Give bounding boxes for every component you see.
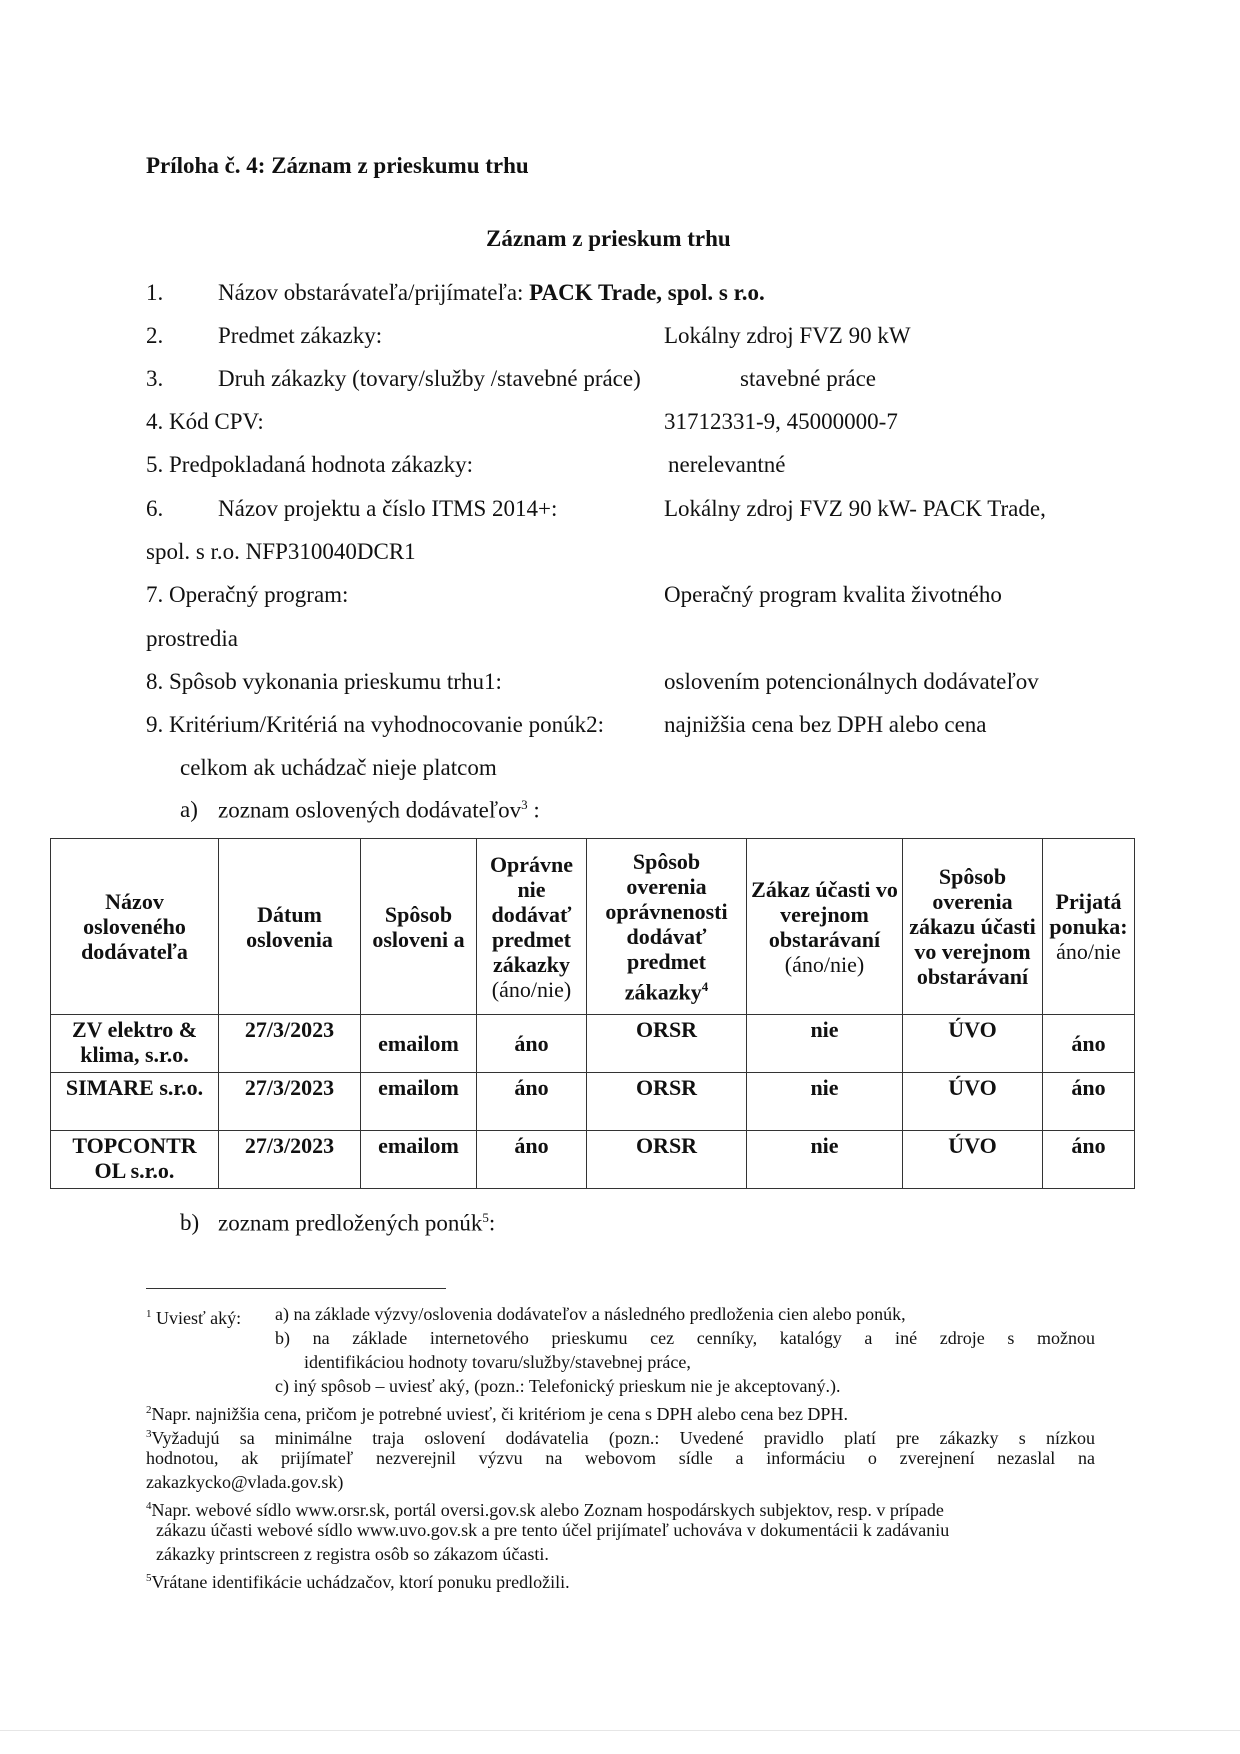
cell-method: emailom [361,1131,477,1189]
header-authorization: Oprávne nie dodávať predmet zákazky (áno/nie) [477,839,587,1015]
footnote-3-line1: $^3$Vyžadujú sa minimálne traja oslovení dodávatelia (pozn.: Uvedené pravidlo platí pre zákazky s nízkou [146,1428,1095,1448]
item-2-value: Lokálny zdroj FVZ 90 kW [664,323,911,348]
footnote-1-b-line2: identifikáciou hodnoty tovaru/služby/stavebnej práce, [304,1352,691,1372]
cell-supplier-name: SIMARE s.r.o. [51,1073,219,1131]
footnote-1-label: $^1$ Uviesť aký: [146,1308,242,1328]
table-row [51,1073,1135,1131]
item-1-label: Názov obstarávateľa/prijímateľa: PACK Trade, spol. s r.o. [218,280,765,305]
item-7-label: 7. Operačný program: [146,582,349,607]
cell-date: 27/3/2023 [219,1131,361,1189]
suppliers-table [50,838,1135,1189]
cell-ban-verification: ÚVO [903,1015,1043,1073]
list-a-text: zoznam oslovených dodávateľov$^3$ : [218,797,540,823]
cell-ban-verification: ÚVO [903,1073,1043,1131]
item-6-label: Názov projektu a číslo ITMS 2014+: [218,496,558,521]
item-7-continuation: prostredia [146,626,238,651]
footnote-divider [146,1288,446,1289]
header-supplier-name: Názov osloveného dodávateľa [51,839,219,1015]
item-6-continuation: spol. s r.o. NFP310040DCR1 [146,539,416,564]
cell-method: emailom [361,1073,477,1131]
footnote-2: $^2$Napr. najnižšia cena, pričom je potrebné uviesť, či kritériom je cena s DPH alebo cena bez DPH. [146,1404,848,1424]
cell-supplier-name: ZV elektro & klima, s.r.o. [51,1015,219,1073]
item-5-value: nerelevantné [668,452,786,477]
footnote-1-c: c) iný spôsob – uviesť aký, (pozn.: Telefonický prieskum nie je akceptovaný.). [275,1376,841,1396]
item-1-value: PACK Trade, spol. s r.o. [529,280,765,305]
cell-ban: nie [747,1015,903,1073]
cell-date: 27/3/2023 [219,1015,361,1073]
cell-authorization: áno [477,1131,587,1189]
footnote-3-line2: hodnotou, ak prijímateľ nezverejnil výzvu na webovom sídle a informáciu o zverejnení nezaslal na [146,1448,1095,1468]
cell-offer: áno [1043,1073,1135,1131]
cell-authorization: áno [477,1015,587,1073]
item-6-number: 6. [146,496,164,521]
header-contact-date: Dátum oslovenia [219,839,361,1015]
item-2-label: Predmet zákazky: [218,323,383,348]
cell-date: 27/3/2023 [219,1073,361,1131]
list-b-marker: b) [180,1210,200,1235]
list-a-marker: a) [180,797,198,822]
cell-verification: ORSR [587,1073,747,1131]
footnote-4-line2: zákazu účasti webové sídlo www.uvo.gov.sk a pre tento účel prijímateľ uchováva v dokumentácii k zadávaniu [156,1520,950,1540]
cell-authorization: áno [477,1073,587,1131]
item-3-value: stavebné práce [740,366,877,391]
cell-supplier-name: TOPCONTR OL s.r.o. [51,1131,219,1189]
item-9-label: 9. Kritérium/Kritériá na vyhodnocovanie ponúk2: [146,712,604,737]
cell-offer: áno [1043,1131,1135,1189]
item-9-value: najnižšia cena bez DPH alebo cena [664,712,987,737]
annex-title: Príloha č. 4: Záznam z prieskumu trhu [146,153,529,178]
cell-verification: ORSR [587,1015,747,1073]
cell-method: emailom [361,1015,477,1073]
cell-ban: nie [747,1131,903,1189]
item-9-continuation: celkom ak uchádzač nieje platcom [180,755,497,780]
header-authorization-verification: Spôsob overenia oprávnenosti dodávať predmet zákazky$^4$ [587,839,747,1015]
header-participation-ban: Zákaz účasti vo verejnom obstarávaní (áno/nie) [747,839,903,1015]
item-4-label: 4. Kód CPV: [146,409,264,434]
item-3-number: 3. [146,366,164,391]
cell-verification: ORSR [587,1131,747,1189]
table-header-row [51,839,1135,1015]
page-bottom-edge [0,1730,1240,1731]
cell-ban: nie [747,1073,903,1131]
item-8-value: oslovením potencionálnych dodávateľov [664,669,1039,694]
table-row [51,1131,1135,1189]
document-title: Záznam z prieskum trhu [486,226,731,251]
footnote-5: $^5$Vrátane identifikácie uchádzačov, ktorí ponuku predložili. [146,1572,570,1592]
item-2-number: 2. [146,323,164,348]
cell-offer: áno [1043,1015,1135,1073]
item-1-number: 1. [146,280,164,305]
item-4-value: 31712331-9, 45000000-7 [664,409,898,434]
list-b-text: zoznam predložených ponúk$^5$: [218,1210,496,1236]
footnote-4-line1: $^4$Napr. webové sídlo www.orsr.sk, portál oversi.gov.sk alebo Zoznam hospodárskych subjektov, resp. v prípade [146,1500,944,1520]
item-6-value: Lokálny zdroj FVZ 90 kW- PACK Trade, [664,496,1046,521]
header-ban-verification: Spôsob overenia zákazu účasti vo verejnom obstarávaní [903,839,1043,1015]
item-3-label: Druh zákazky (tovary/služby /stavebné práce) [218,366,641,391]
header-offer-received: Prijatá ponuka: áno/nie [1043,839,1135,1015]
footnote-1-a: a) na základe výzvy/oslovenia dodávateľov a následného predloženia cien alebo ponúk, [275,1304,906,1324]
footnote-1-b-line1: b) na základe internetového prieskumu cez cenníky, katalógy a iné zdroje s možnou [275,1328,1095,1348]
footnote-4-line3: zákazky printscreen z registra osôb so zákazom účasti. [156,1544,549,1564]
item-7-value: Operačný program kvalita životného [664,582,1002,607]
table-row [51,1015,1135,1073]
footnote-3-line3: zakazkycko@vlada.gov.sk) [146,1472,344,1492]
item-8-label: 8. Spôsob vykonania prieskumu trhu1: [146,669,502,694]
cell-ban-verification: ÚVO [903,1131,1043,1189]
header-contact-method: Spôsob osloveni a [361,839,477,1015]
item-5-label: 5. Predpokladaná hodnota zákazky: [146,452,473,477]
